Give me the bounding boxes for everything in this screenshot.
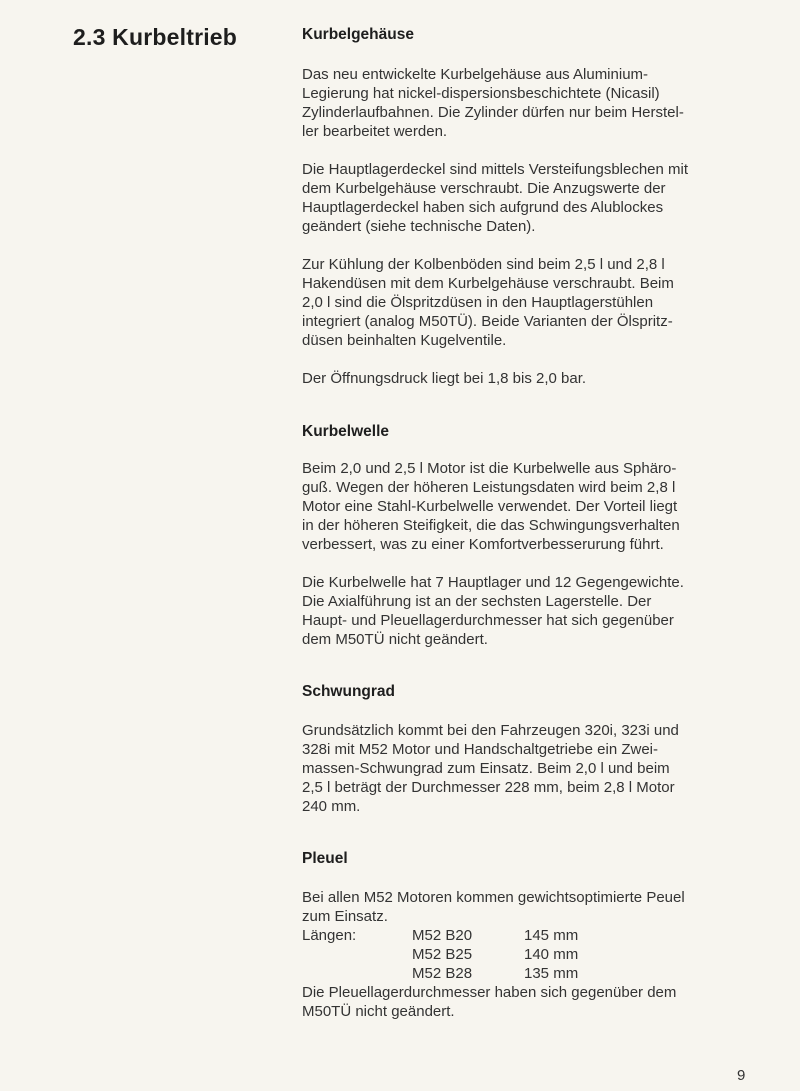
content-column	[302, 24, 772, 1021]
table-row	[302, 926, 772, 945]
section-heading: Pleuel	[302, 850, 348, 867]
section-kurbelgehaeuse	[302, 26, 772, 388]
section-kurbelwelle	[302, 423, 772, 649]
paragraph: Das neu entwickelte Kurbelgehäuse aus Aluminium- Legierung hat nickel-dispersionsbeschichtete (Nicasil) Zylinderlaufbahnen. Die Zylinder dürfen nur beim Herstel- ler bearbeitet werden.	[302, 66, 684, 140]
model-cell: M52 B25	[412, 946, 473, 963]
lengths-table	[302, 926, 772, 983]
model-cell: M52 B28	[412, 965, 473, 982]
paragraph: Zur Kühlung der Kolbenböden sind beim 2,5 l und 2,8 l Hakendüsen mit dem Kurbelgehäuse verschraubt. Beim 2,0 l sind die Ölspritzdüsen in den Hauptlagerstühlen integriert (analog M50TÜ). Beide Varianten der Ölspritz- düsen beinhalten Kugelventile.	[302, 256, 674, 349]
page-number: 9	[737, 1067, 746, 1084]
length-cell: 145 mm	[524, 927, 579, 944]
paragraph: Die Kurbelwelle hat 7 Hauptlager und 12 Gegengewichte. Die Axialführung ist an der sechsten Lagerstelle. Der Haupt- und Pleuellagerdurchmesser hat sich gegenüber dem M50TÜ nicht geändert.	[302, 574, 684, 648]
section-schwungrad	[302, 683, 772, 816]
section-heading: Kurbelgehäuse	[302, 26, 414, 43]
paragraph: Der Öffnungsdruck liegt bei 1,8 bis 2,0 bar.	[302, 370, 587, 387]
paragraph: Bei allen M52 Motoren kommen gewichtsoptimierte Peuel zum Einsatz.	[302, 889, 685, 925]
section-heading: Schwungrad	[302, 683, 396, 700]
length-cell: 135 mm	[524, 965, 579, 982]
paragraph: Die Pleuellagerdurchmesser haben sich gegenüber dem M50TÜ nicht geändert.	[302, 984, 677, 1020]
lengths-label: Längen:	[302, 927, 357, 944]
paragraph: Beim 2,0 und 2,5 l Motor ist die Kurbelwelle aus Sphäro- guß. Wegen der höheren Leistungsdaten wird beim 2,8 l Motor eine Stahl-Kurbelwelle verwendet. Der Vorteil liegt in der höheren Steifigkeit, die das Schwingungsverhalten verbessert, was zu einer Komfortverbesserurung führt.	[302, 460, 680, 553]
table-row	[302, 964, 772, 983]
paragraph: Die Hauptlagerdeckel sind mittels Versteifungsblechen mit dem Kurbelgehäuse verschraubt. Die Anzugswerte der Hauptlagerdeckel haben sich aufgrund des Alublockes geändert (siehe technische Daten).	[302, 161, 689, 235]
paragraph: Grundsätzlich kommt bei den Fahrzeugen 320i, 323i und 328i mit M52 Motor und Handschaltgetriebe ein Zwei- massen-Schwungrad zum Einsatz. Beim 2,0 l und beim 2,5 l beträgt der Durchmesser 228 mm, beim 2,8 l Motor 240 mm.	[302, 722, 679, 815]
model-cell: M52 B20	[412, 927, 473, 944]
section-heading: Kurbelwelle	[302, 423, 389, 440]
section-pleuel	[302, 850, 772, 1021]
chapter-title: 2.3 Kurbeltrieb	[73, 24, 238, 50]
table-row	[302, 945, 772, 964]
length-cell: 140 mm	[524, 946, 579, 963]
